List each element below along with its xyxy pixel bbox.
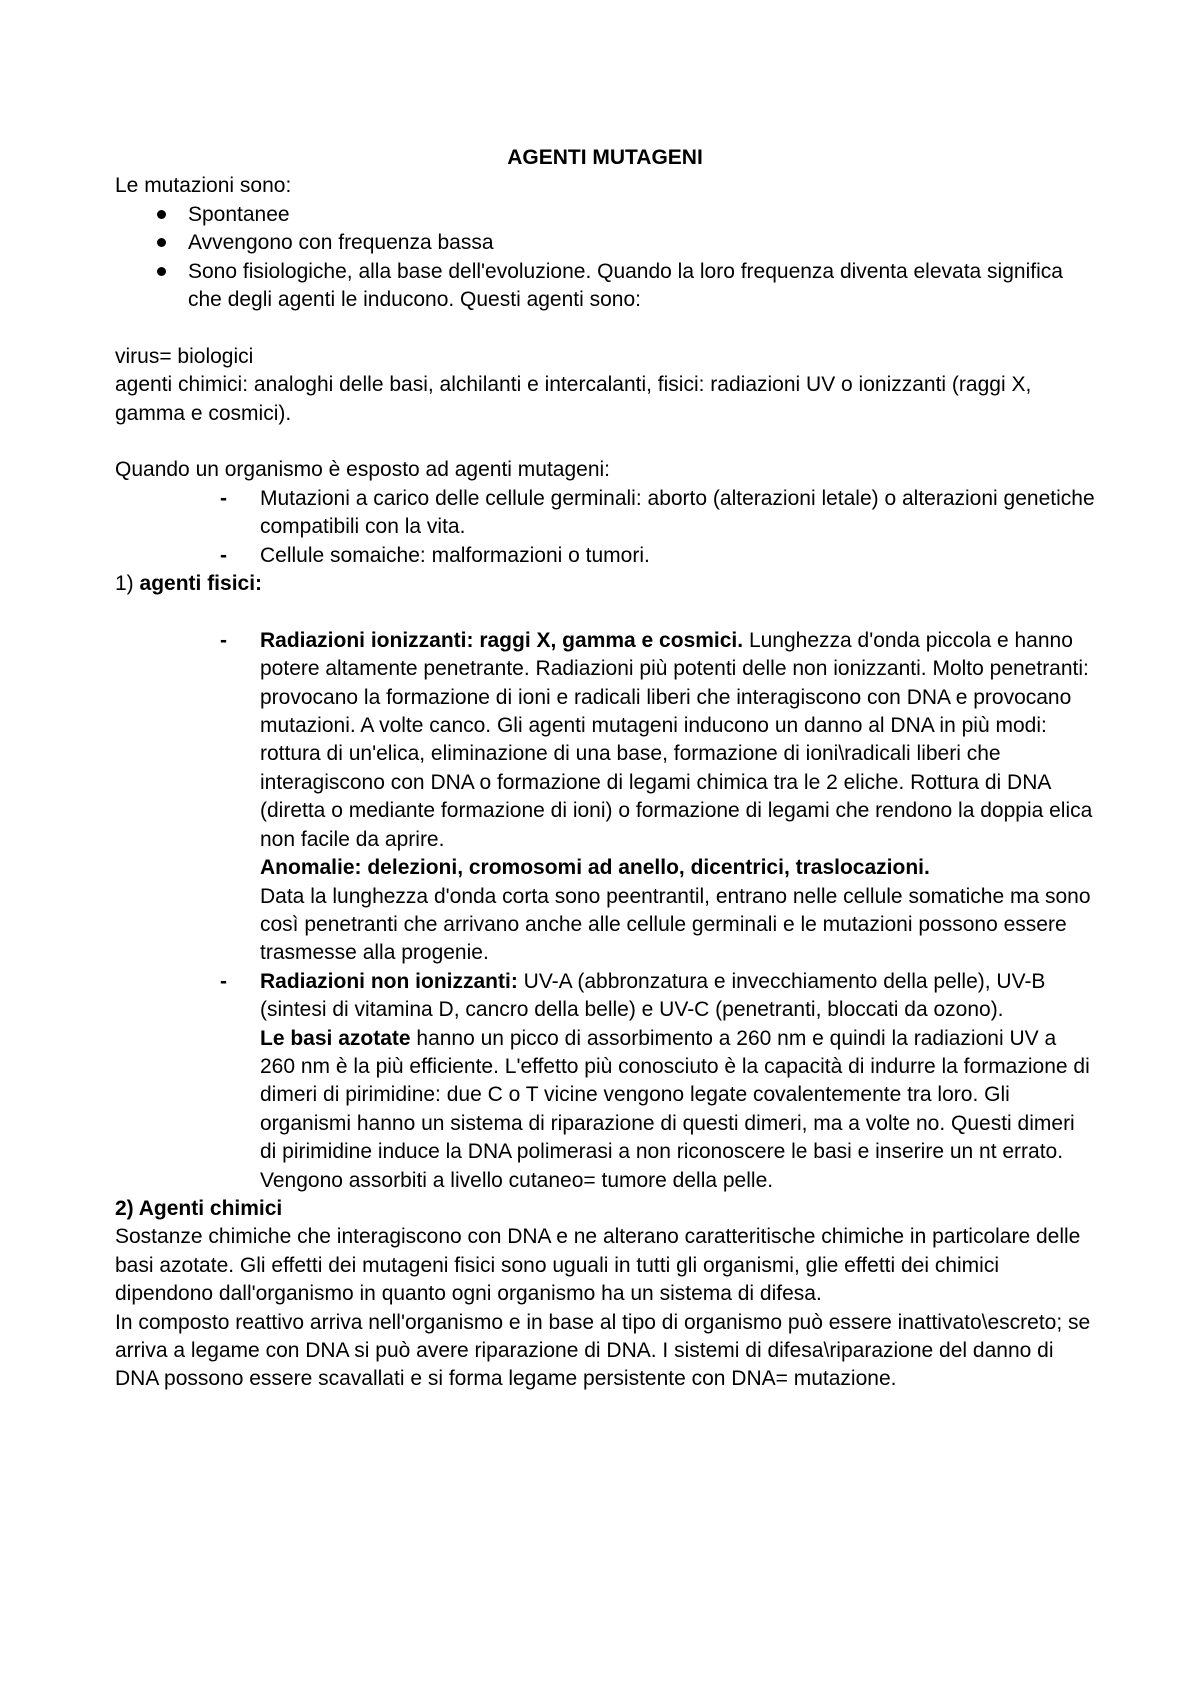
ionizing-text: Lunghezza d'onda piccola e hanno potere altamente penetrante. Radiazioni più potenti delle non ionizzanti. Molto penetranti: provocano la formazione di ioni e radicali liberi che interagiscono con DNA e provocano mutazioni. A volte canco. Gli agenti mutageni inducono un danno al DNA in più modi: rottura di un'elica, eliminazione di una base, formazione di ioni\radicali liberi che interagiscono con DNA o formazione di legami chimica tra le 2 eliche. Rottura di DNA (diretta o mediante formazione di ioni) o formazione di legami che rendono la doppia elica non facile da aprire. (260, 628, 1093, 851)
non-ionizing-text: UV-A (abbronzatura e invecchiamento della pelle), UV-B (sintesi di vitamina D, cancro della belle) e UV-C (penetranti, bloccati da ozono). (260, 969, 1046, 1022)
list-item: Avvengono con frequenza bassa (188, 229, 1095, 257)
section2-paragraph-1: Sostanze chimiche che interagiscono con DNA e ne alterano caratteritische chimiche in particolare delle basi azotate. Gli effetti dei mutageni fisici sono uguali in tutti gli organismi, glie effetti dei chimici dipendono dall'organismo in quanto ogni organismo ha un sistema di difesa. (115, 1225, 1081, 1306)
dash-marker: - (220, 543, 227, 567)
section2-heading: 2) Agenti chimici (115, 1196, 283, 1220)
section1-heading: 1) agenti fisici: (115, 572, 263, 596)
document-title: AGENTI MUTAGENI (507, 146, 703, 169)
list-item: Spontanee (188, 201, 1095, 229)
mutation-traits-list (115, 201, 1095, 315)
list-item: - Mutazioni a carico delle cellule germinali: aborto (alterazioni letale) o alterazioni genetiche compatibili con la vita. (220, 486, 1095, 539)
dash-marker: - (220, 969, 227, 993)
list-item (220, 968, 1095, 1195)
bullet-icon (157, 210, 166, 219)
ionizing-heading: Radiazioni ionizzanti: raggi X, gamma e cosmici. (260, 628, 744, 652)
list-item: - Cellule somaiche: malformazioni o tumori. (260, 542, 1095, 570)
agents-chemical-physical: agenti chimici: analoghi delle basi, alchilanti e intercalanti, fisici: radiazioni UV o ionizzanti (raggi X, gamma e cosmici). (115, 373, 1032, 425)
non-ionizing-heading: Radiazioni non ionizzanti: (260, 969, 518, 993)
dash-marker: - (220, 628, 227, 652)
exposure-list (115, 485, 1095, 570)
bullet-icon (157, 267, 166, 276)
anomalies-text: Anomalie: delezioni, cromosomi ad anello, dicentrici, traslocazioni. (260, 856, 930, 880)
dash-marker: - (220, 486, 227, 510)
intro-text: Le mutazioni sono: (115, 174, 292, 198)
list-item (220, 627, 1095, 968)
bullet-icon (157, 238, 166, 247)
list-item: Sono fisiologiche, alla base dell'evoluzione. Quando la loro frequenza diventa elevata significa che degli agenti le inducono. Questi agenti sono: (188, 258, 1095, 315)
agents-biological: virus= biologici (115, 344, 254, 368)
document-page (115, 144, 1095, 1394)
exposure-intro: Quando un organismo è esposto ad agenti mutageni: (115, 458, 611, 482)
physical-agents-list (115, 627, 1095, 1195)
ionizing-text-2: Data la lunghezza d'onda corta sono peentrantil, entrano nelle cellule somatiche ma sono così penetranti che arrivano anche alle cellule germinali e le mutazioni possono essere trasmesse alla progenie. (260, 884, 1091, 965)
section2-paragraph-2: In composto reattivo arriva nell'organismo e in base al tipo di organismo può essere inattivato\escreto; se arriva a legame con DNA si può avere riparazione di DNA. I sistemi di difesa\riparazione del danno di DNA possono essere scavallati e si forma legame persistente con DNA= mutazione. (115, 1310, 1091, 1391)
bases-paragraph: Le basi azotate hanno un picco di assorbimento a 260 nm e quindi la radiazioni UV a 260 nm è la più efficiente. L'effetto più conosciuto è la capacità di indurre la formazione di dimeri di pirimidine: due C o T vicine vengono legate covalentemente tra loro. Gli organismi hanno un sistema di riparazione di questi dimeri, ma a volte no. Questi dimeri di pirimidine induce la DNA polimerasi a non riconoscere le basi e inserire un nt errato. Vengono assorbiti a livello cutaneo= tumore della pelle. (260, 1026, 1090, 1192)
